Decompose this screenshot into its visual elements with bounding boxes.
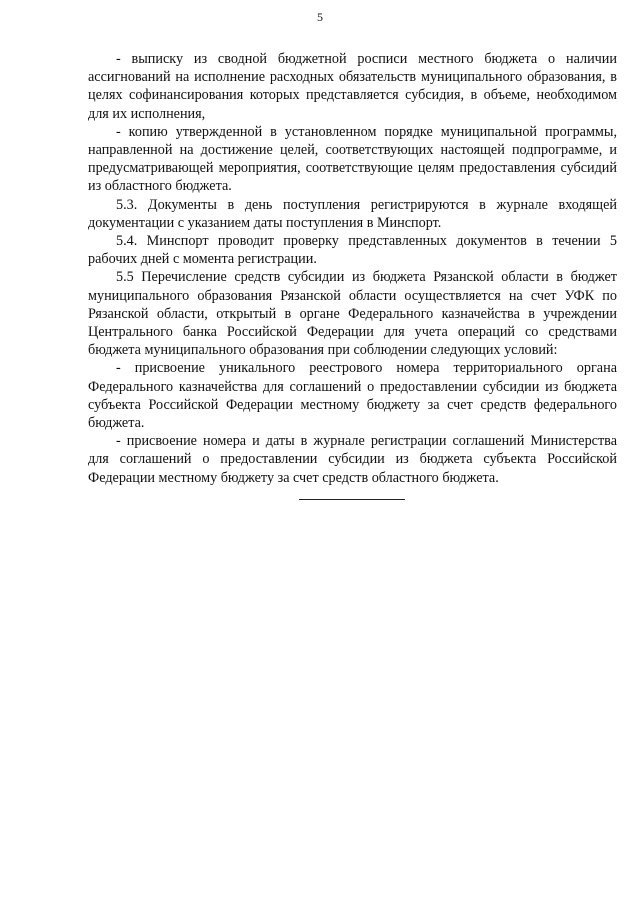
paragraph-federal-registry: - присвоение уникального реестрового номера территориального органа Федерального казначейства для соглашений о предоставлении субсидии из бюджета субъекта Российской Федерации местному бюджету за счет средств федерального бюджета.	[88, 360, 617, 432]
document-body	[88, 50, 617, 487]
paragraph-5-5: 5.5 Перечисление средств субсидии из бюджета Рязанской области в бюджет муниципального образования Рязанской области осуществляется на счет УФК по Рязанской области, открытый в органе Федерального казначейства в учреждении Центрального банка Российской Федерации для учета операций со средствами бюджета муниципального образования при соблюдении следующих условий:	[88, 269, 617, 359]
paragraph-program-copy: - копию утвержденной в установленном порядке муниципальной программы, направленной на достижение целей, соответствующих настоящей подпрограмме, и предусматривающей мероприятия, соответствующие целям предоставления субсидий из областного бюджета.	[88, 123, 617, 195]
page-number: 5	[317, 10, 323, 24]
paragraph-budget-extract: - выписку из сводной бюджетной росписи местного бюджета о наличии ассигнований на исполнение расходных обязательств муниципального образования, в целях софинансирования которых представляется субсидия, в объеме, необходимом для их исполнения,	[88, 51, 617, 122]
end-divider	[299, 499, 405, 500]
paragraph-5-4: 5.4. Минспорт проводит проверку представленных документов в течении 5 рабочих дней с момента регистрации.	[88, 233, 617, 268]
paragraph-5-3: 5.3. Документы в день поступления регистрируются в журнале входящей документации с указанием даты поступления в Минспорт.	[88, 196, 617, 231]
paragraph-ministry-registry: - присвоение номера и даты в журнале регистрации соглашений Министерства для соглашений о предоставлении субсидии из бюджета субъекта Российской Федерации местному бюджету за счет средств областного бюджета.	[88, 433, 617, 486]
